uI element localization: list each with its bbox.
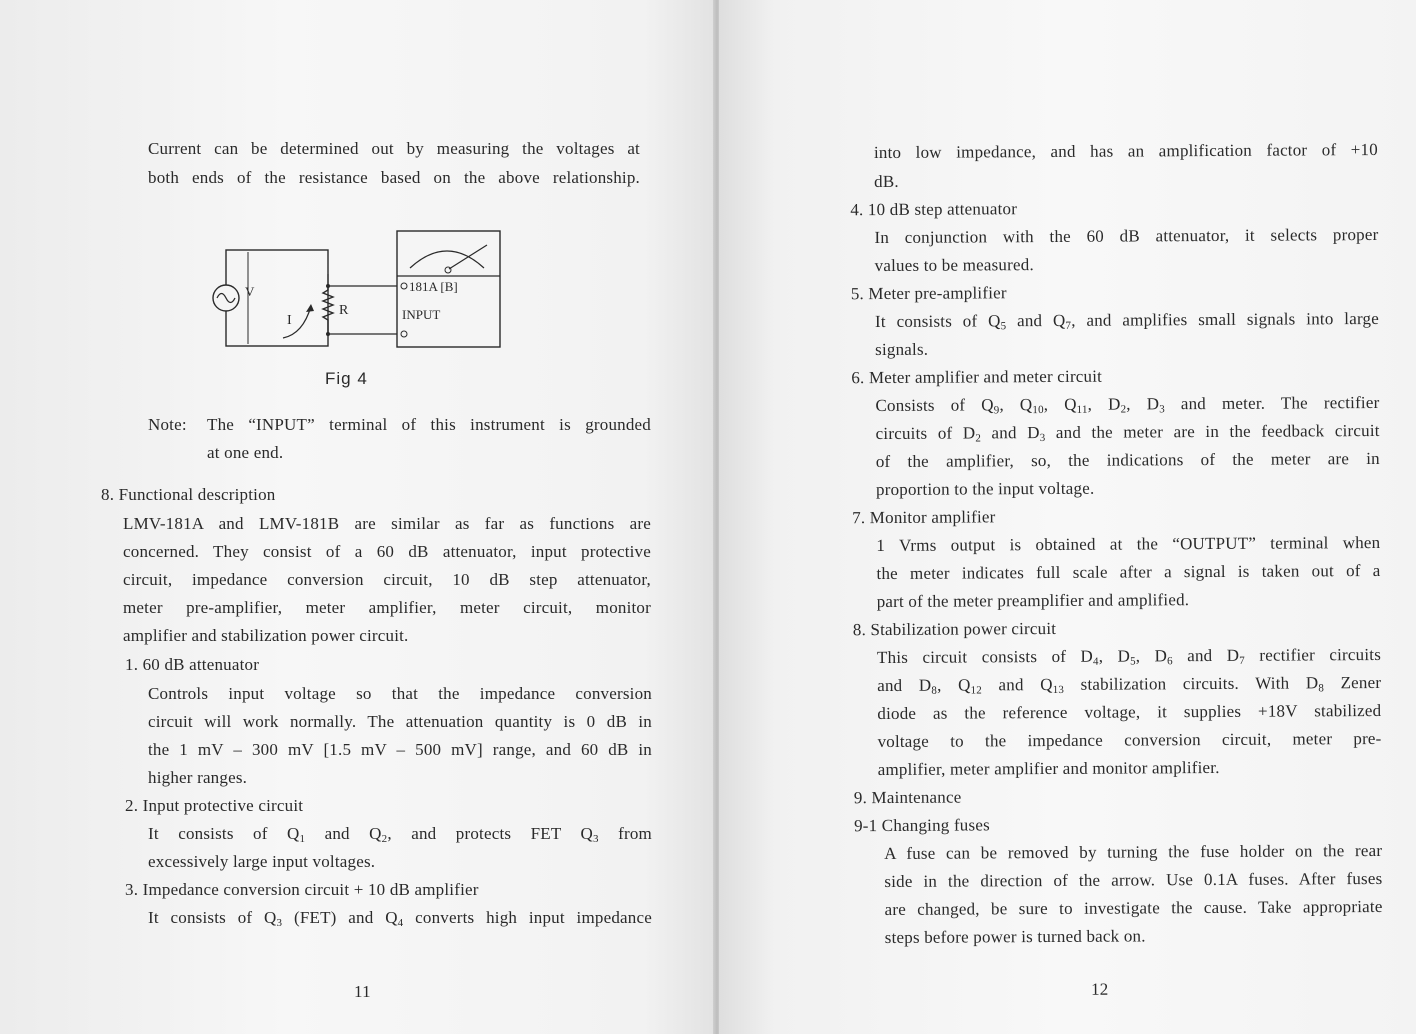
- item-5-heading: 5. Meter pre-amplifier: [850, 283, 1007, 304]
- section-8-line: LMV-181A and LMV-181B are similar as far as functions are: [123, 514, 651, 533]
- item-6-line-4: proportion to the input voltage.: [875, 478, 1095, 500]
- item-3-heading: 3. Impedance conversion circuit + 10 dB amplifier: [125, 880, 479, 899]
- item-4-line: In conjunction with the 60 dB attenuator, it selects proper: [874, 224, 1379, 248]
- section-8-line: concerned. They consist of a 60 dB attenuator, input protective: [123, 542, 651, 561]
- continued-line-2: dB.: [874, 171, 899, 192]
- item-7-line: 1 Vrms output is obtained at the “OUTPUT” terminal when: [876, 532, 1381, 556]
- item-9-heading: 9. Maintenance: [853, 787, 962, 808]
- item-4-heading: 4. 10 dB step attenuator: [850, 199, 1018, 220]
- item-1-line: the 1 mV – 300 mV [1.5 mV – 500 mV] range, and 60 dB in: [148, 740, 652, 759]
- section-8-line: meter pre-amplifier, meter amplifier, meter circuit, monitor: [123, 598, 651, 617]
- item-9-1-line: A fuse can be removed by turning the fuse holder on the rear: [884, 840, 1383, 864]
- item-2-line-2: excessively large input voltages.: [148, 852, 376, 871]
- item-1-line: Controls input voltage so that the impedance conversion: [148, 684, 652, 703]
- page-number: 11: [354, 982, 371, 1001]
- right-page: [719, 0, 1416, 1034]
- item-9-1-line: side in the direction of the arrow. Use 0.1A fuses. After fuses: [884, 868, 1383, 892]
- item-7-line: the meter indicates full scale after a signal is taken out of a: [876, 560, 1381, 584]
- item-6-heading: 6. Meter amplifier and meter circuit: [851, 366, 1103, 388]
- section-8-heading: 8. Functional description: [101, 485, 276, 504]
- item-7-heading: 7. Monitor amplifier: [852, 507, 996, 528]
- item-8-line-4: voltage to the impedance conversion circuit, meter pre-: [877, 728, 1382, 752]
- item-3-line-1: It consists of $Q_3$ (FET) and $Q_4$ converts high input impedance: [148, 908, 652, 929]
- note-line-2: at one end.: [207, 443, 284, 462]
- item-6-line-3: of the amplifier, so, the indications of the meter are in: [875, 448, 1380, 472]
- item-8-line-5: amplifier, meter amplifier and monitor amplifier.: [877, 757, 1220, 780]
- item-6-line-2: circuits of $D_2$ and $D_3$ and the meter are in the feedback circuit: [875, 420, 1380, 445]
- item-5-line-1: It consists of $Q_5$ and $Q_7$, and amplifies small signals into large: [874, 308, 1380, 333]
- item-1-line: higher ranges.: [148, 768, 248, 787]
- source-loop: [226, 250, 328, 346]
- input-label: INPUT: [402, 307, 441, 322]
- terminal-icon: [401, 283, 407, 289]
- item-9-1-line: steps before power is turned back on.: [884, 926, 1146, 948]
- section-8-line: circuit, impedance conversion circuit, 10 dB step attenuator,: [123, 570, 651, 589]
- item-1-line: circuit will work normally. The attenuation quantity is 0 dB in: [148, 712, 652, 731]
- item-9-1-line: are changed, be sure to investigate the cause. Take appropriate: [884, 896, 1383, 920]
- continued-line-1: into low impedance, and has an amplification factor of +10: [873, 139, 1378, 163]
- note-line-1: The “INPUT” terminal of this instrument is grounded: [207, 415, 651, 434]
- resistor-label: R: [339, 303, 349, 318]
- item-7-line: part of the meter preamplifier and amplified.: [876, 590, 1190, 612]
- item-9-1-heading: 9-1 Changing fuses: [853, 815, 990, 836]
- item-8-line-1: This circuit consists of $D_4$, $D_5$, $D_6$ and $D_7$ rectifier circuits: [876, 644, 1382, 668]
- item-2-heading: 2. Input protective circuit: [125, 796, 304, 815]
- item-2-line-1: It consists of $Q_1$ and $Q_2$, and protects FET $Q_3$ from: [148, 824, 652, 845]
- page-number: 12: [1090, 979, 1109, 999]
- note-label: Note:: [148, 415, 187, 434]
- figure-4-circuit: [205, 222, 510, 354]
- intro-line-2: both ends of the resistance based on the above relationship.: [148, 168, 640, 187]
- item-8-heading: 8. Stabilization power circuit: [852, 618, 1057, 640]
- item-1-heading: 1. 60 dB attenuator: [125, 655, 260, 674]
- source-label: V: [245, 284, 255, 299]
- intro-line-1: Current can be determined out by measuring the voltages at: [148, 139, 640, 158]
- instrument-label: 181A [B]: [409, 279, 458, 294]
- item-8-line-2: and $D_8$, $Q_{12}$ and $Q_{13}$ stabilization circuits. With $D_8$ Zener: [877, 672, 1382, 697]
- item-8-line-3: diode as the reference voltage, it supplies +18V stabilized: [877, 700, 1382, 724]
- section-8-line: amplifier and stabilization power circuit.: [123, 626, 409, 645]
- item-6-line-1: Consists of $Q_9$, $Q_{10}$, $Q_{11}$, $D_2$, $D_3$ and meter. The rectifier: [875, 392, 1380, 417]
- figure-caption: Fig 4: [325, 369, 368, 388]
- item-4-line: values to be measured.: [874, 255, 1034, 276]
- terminal-icon: [401, 331, 407, 337]
- current-label: I: [287, 313, 292, 328]
- item-5-line-2: signals.: [875, 339, 929, 360]
